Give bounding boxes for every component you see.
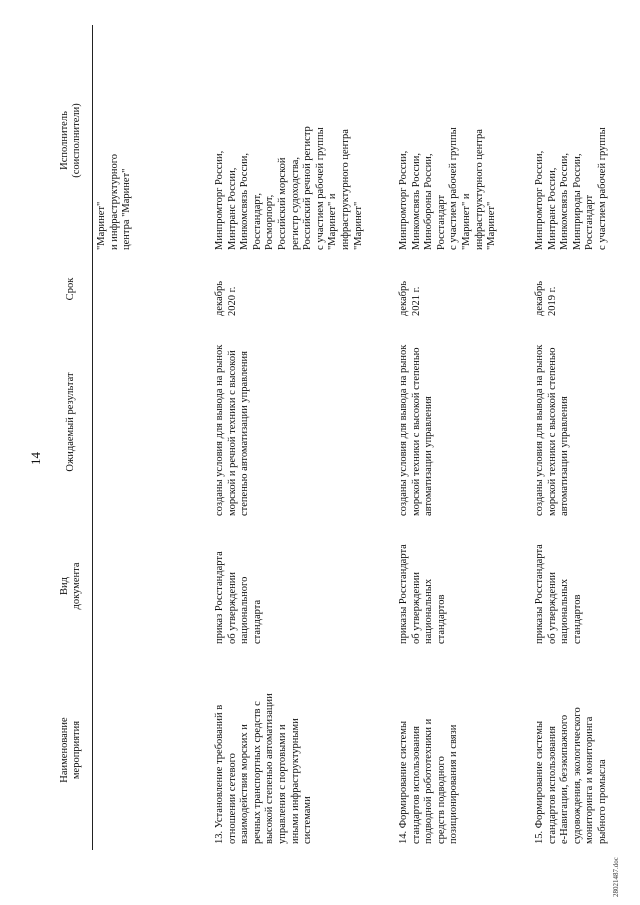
action-plan-table [50,25,640,850]
table-header-row [50,25,93,850]
expected-result-cell: созданы условия для вывода на рынок морской и речной техники с высокой степенью автоматизации управления [214,344,251,516]
executor-cell: Минпромторг России, Минкомсвязь России, Минобороны России, Росстандарт с участием рабочей группы "Маринет" и инфраструктурного центра "Маринет" [398,127,498,250]
document-code: 28021487.doc [612,857,620,897]
document-type-cell: приказы Росстандарта об утверждении национальных стандартов [534,544,583,644]
table-row [395,25,531,850]
activity-name-cell: 15. Формирование системы стандартов использования e-Навигации, безэкипажного судовождения, экологического мониторинга и мониторинга рыбного промысла [534,707,608,844]
executor-cell: Минпромторг России, Минтранс России, Минкомсвязь России, Минприроды России, Росстандарт с участием рабочей группы [534,127,608,250]
deadline-cell: декабрь 2019 г. [534,281,558,316]
page-number: 14 [28,452,43,465]
table-row [211,25,395,850]
header-expected-result: Ожидаемый результат [50,322,93,522]
table-row-continuation [93,25,212,850]
executor-cell: "Маринет" и инфраструктурного центра "Маринет" [96,153,133,250]
expected-result-cell: созданы условия для вывода на рынок морской техники с высокой степенью автоматизации управления [534,344,571,516]
executor-cell: Минпромторг России, Минтранс России, Минкомсвязь России, Росстандарт, Росморпорт, Российский морской регистр судоходства, Российский речной регистр с участием рабочей группы "Маринет" и инфраструктурного центра "Маринет" [214,126,364,250]
header-document-type: Вид документа [50,522,93,650]
deadline-cell: декабрь 2021 г. [398,281,422,316]
expected-result-cell: созданы условия для вывода на рынок морской техники с высокой степенью автоматизации управления [398,344,435,516]
activity-name-cell: 13. Установление требований в отношении сетевого взаимодействия морских и речных транспортных средств с высокой степенью автоматизации управления с портовыми и иными инфраструктурными системами [214,693,314,844]
header-deadline: Срок [50,256,93,322]
table-row [531,25,640,850]
document-type-cell: приказы Росстандарта об утверждении национальных стандартов [398,544,447,644]
header-activity-name: Наименование мероприятия [50,650,93,850]
document-type-cell: приказ Росстандарта об утверждении национального стандарта [214,551,263,644]
header-executor: Исполнитель (соисполнители) [50,25,93,256]
activity-name-cell: 14. Формирование системы стандартов использования подводной робототехники и средств подводного позиционирования и связи [398,718,460,844]
deadline-cell: декабрь 2020 г. [214,281,238,316]
